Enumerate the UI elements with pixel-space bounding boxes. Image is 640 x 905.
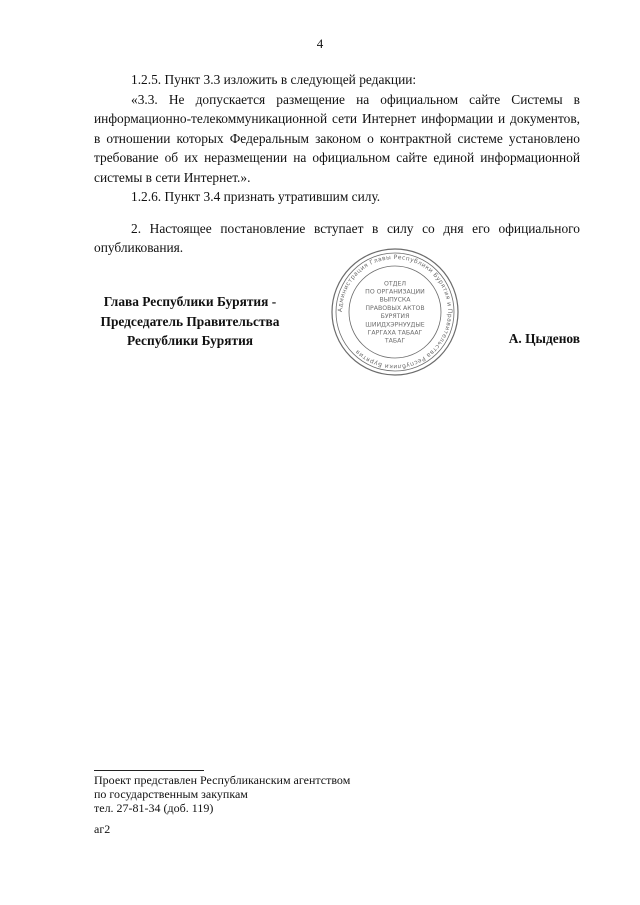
signer-title-line: Глава Республики Бурятия - <box>103 294 277 309</box>
seal-center-text <box>365 280 425 344</box>
seal-center-line: ТАБАГ <box>384 337 406 345</box>
seal-center-line: ГАРГАХА ТАБААГ <box>367 329 423 337</box>
seal-center-line: ШИИДХЭРНУУДЫЕ <box>365 321 425 329</box>
seal-outer-text: Администрация Главы Республики Бурятия и Правительства Республики Бурятия <box>336 253 454 371</box>
seal-center-line: ПО ОРГАНИЗАЦИИ <box>365 288 425 296</box>
paragraph-entry-into-force: 2. Настоящее постановление вступает в силу со дня его официального опубликования. <box>94 220 580 255</box>
paragraph-3-3-new-text: «3.3. Не допускается размещение на официальном сайте Системы в информационно-телекоммуникационной сети Интернет информации и документов, в отношении которых Федеральным законом о контрактной системе установлено требование об их неразмещении на официальном сайте единой информационной системы в сети Интернет.». <box>94 91 580 185</box>
signer-title-line: Председатель Правительства <box>100 313 280 329</box>
official-seal <box>330 247 460 377</box>
footnote-line: по государственным закупкам <box>94 787 248 801</box>
seal-center-line: БУРЯТИЯ <box>380 313 410 321</box>
seal-center-line: ВЫПУСКА <box>379 296 411 304</box>
seal-center-line: ОТДЕЛ <box>383 280 407 288</box>
svg-text:Администрация Главы Республики <box>337 254 453 370</box>
document-code: аг2 <box>94 822 111 836</box>
seal-center-line: ПРАВОВЫХ АКТОВ <box>365 304 425 312</box>
seal-icon <box>330 247 460 377</box>
footnote-divider <box>94 770 204 771</box>
paragraph-1-2-5: 1.2.5. Пункт 3.3 изложить в следующей редакции: <box>131 72 417 87</box>
signer-title-line: Республики Бурятия <box>126 333 254 348</box>
signer-title <box>70 292 310 351</box>
paragraph-1-2-6: 1.2.6. Пункт 3.4 признать утратившим силу. <box>131 189 381 204</box>
document-body <box>94 70 580 258</box>
signer-name: А. Цыденов <box>508 331 580 346</box>
page-number: 4 <box>316 36 324 51</box>
footnote <box>94 773 350 815</box>
footnote-line: Проект представлен Республиканским агентством <box>94 773 351 787</box>
footnote-line: тел. 27-81-34 (доб. 119) <box>94 801 214 815</box>
